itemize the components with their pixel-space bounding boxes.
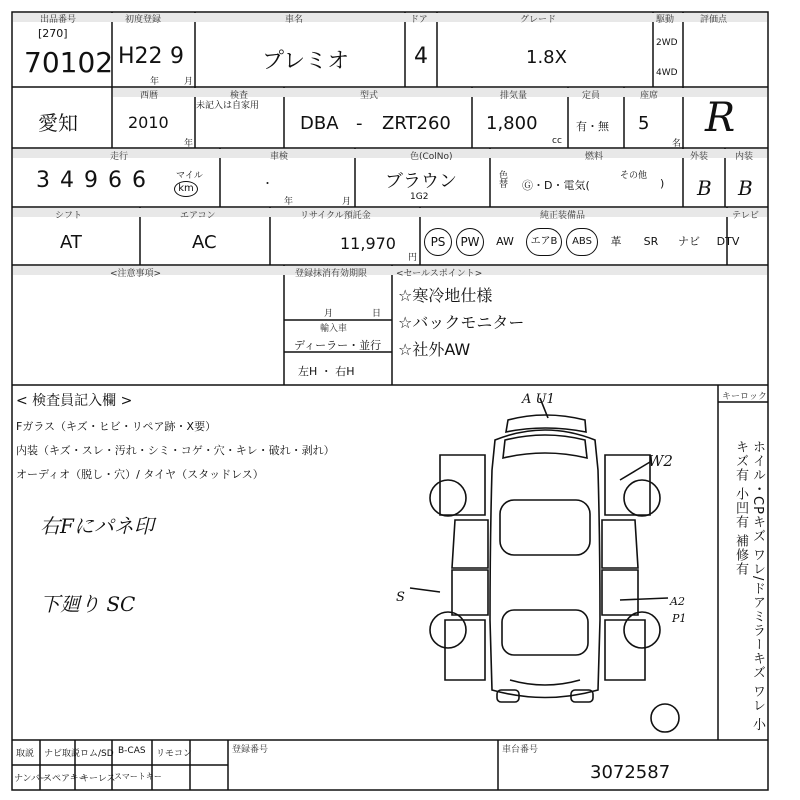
import-type: ディーラー・並行 — [294, 339, 382, 352]
type-label: 型式 — [360, 91, 379, 101]
type-prefix: DBA — [300, 113, 339, 134]
aircon-value: AC — [192, 232, 217, 253]
doors-value: 4 — [414, 44, 428, 69]
diagram-mark-s: S — [396, 590, 405, 605]
displacement-unit: cc — [552, 136, 562, 146]
drive-2wd: 2WD — [656, 38, 678, 48]
color-code: 1G2 — [410, 192, 429, 202]
chassis-number-label: 車台番号 — [502, 745, 539, 755]
shift-label: シフト — [55, 211, 83, 221]
equipment-ps: PS — [424, 228, 452, 256]
bottom-label-smart-key: スマートキー — [114, 772, 162, 781]
capacity-value: 5 — [638, 113, 650, 134]
inspection-line-audio-tire: オーディオ（脱し・穴）/ タイヤ（スタッドレス） — [16, 468, 264, 481]
year-value: 2010 — [128, 113, 169, 132]
inspection-line-interior: 内装（キズ・スレ・汚れ・シミ・コゲ・穴・キレ・破れ・剥れ） — [16, 444, 335, 457]
doors-label: ドア — [410, 15, 428, 25]
seat-label: 座席 — [640, 91, 659, 101]
diagram-mark-p1: P1 — [672, 612, 687, 625]
first-registration-label: 初度登録 — [125, 15, 162, 25]
diagram-mark-w2: W2 — [648, 452, 673, 470]
sales-point-label: <セールスポイント> — [396, 269, 483, 279]
capacity-unit: 名 — [672, 139, 682, 149]
first-reg-month: 9 — [170, 44, 184, 69]
type-code: ZRT260 — [382, 113, 451, 134]
month-unit: 月 — [184, 77, 194, 87]
drive-4wd: 4WD — [656, 68, 678, 78]
equipment-airbag: エアB — [526, 228, 562, 256]
bottom-label-manual: 取説 — [16, 749, 35, 759]
prefecture: 愛知 — [38, 111, 78, 135]
evaluation-label: 評価点 — [700, 15, 728, 25]
bottom-label-remote: リモコン — [156, 749, 193, 759]
notes-label: <注意事項> — [110, 269, 162, 279]
aircon-label: エアコン — [180, 211, 216, 221]
exterior-label: 外装 — [690, 152, 709, 162]
accessory-choice: 有・無 — [576, 120, 609, 133]
reg-expiry-label: 登録抹消有効期限 — [295, 269, 368, 279]
registration-note: 未記入は自家用 — [196, 101, 260, 111]
type-dash: - — [356, 113, 363, 134]
diagram-mark-au1: A U1 — [522, 392, 555, 407]
chassis-number: 3072587 — [590, 762, 671, 783]
shift-value: AT — [60, 232, 82, 253]
equipment-navi: ナビ — [678, 235, 700, 248]
reg-month-unit: 月 — [324, 309, 334, 319]
equipment-list — [424, 228, 746, 256]
damage-legend-vertical: ホイル・CPキズ ワレ/ドアミラーキズ ワレ 小キズ有 小凹有 補修有 — [733, 440, 765, 732]
keylock-label: キーロック — [722, 392, 767, 402]
first-reg-era: H22 — [118, 44, 163, 69]
bottom-label-keyless: キーレス — [80, 774, 116, 784]
registration-number-label: 登録番号 — [232, 745, 269, 755]
mileage-label: 走行 — [110, 152, 129, 162]
equipment-dtv: DTV — [716, 235, 740, 248]
equipment-label: 純正装備品 — [540, 211, 586, 221]
model-name-label: 車名 — [285, 15, 304, 25]
car-diagram — [410, 398, 679, 732]
grade-value: 1.8X — [526, 47, 567, 68]
import-label: 輸入車 — [320, 324, 348, 334]
handwritten-note-1: 右Fにパネ印 — [40, 514, 154, 538]
shaken-year-unit: 年 — [284, 197, 294, 207]
lot-number: 70102 — [24, 46, 114, 79]
drive-label: 駆動 — [656, 15, 675, 25]
grade-label: グレード — [520, 15, 557, 25]
sales-point-1: ☆寒冷地仕様 — [398, 286, 493, 305]
inspection-label: 検査 — [230, 91, 249, 101]
color-change-label: 色替 — [497, 170, 507, 188]
sales-point-2: ☆バックモニター — [398, 313, 525, 332]
tv-label: テレビ — [732, 211, 759, 221]
equipment-pw: PW — [456, 228, 484, 256]
interior-grade: B — [738, 176, 753, 200]
lot-number-label: 出品番号 — [40, 15, 77, 25]
year-label: 西暦 — [140, 91, 159, 101]
shaken-label: 車検 — [270, 152, 289, 162]
shaken-month-unit: 月 — [342, 197, 352, 207]
bottom-label-plate: ナンバー — [14, 774, 49, 784]
recycle-fee: 11,970 — [340, 234, 396, 253]
equipment-sr: SR — [643, 235, 659, 248]
fuel-other-label: その他 — [620, 171, 648, 181]
model-name: プレミオ — [262, 49, 350, 74]
equipment-leather: 革 — [610, 235, 622, 248]
lot-code: [270] — [38, 27, 68, 40]
capacity-label: 定員 — [582, 91, 601, 101]
mileage-value: 34966 — [36, 168, 156, 193]
fuel-options: Ⓖ・D・電気( — [522, 179, 590, 192]
handwritten-note-2: 下廻り SC — [40, 592, 136, 616]
fuel-label: 燃料 — [585, 152, 604, 162]
interior-label: 内装 — [735, 152, 754, 162]
bottom-label-navi-manual: ナビ取説 — [44, 749, 81, 759]
recycle-unit: 円 — [408, 253, 418, 263]
bottom-label-spare-key: スペアキー — [43, 774, 88, 784]
color-name: ブラウン — [385, 171, 457, 192]
exterior-grade: B — [697, 176, 712, 200]
bottom-label-bcas: B-CAS — [118, 746, 146, 756]
recycle-label: リサイクル預託金 — [300, 211, 371, 221]
bottom-label-rom-sd: ロム/SD — [80, 749, 114, 759]
displacement-value: 1,800 — [486, 113, 538, 134]
evaluation-score: R — [705, 95, 736, 141]
year-value-unit: 年 — [184, 139, 194, 149]
fuel-close: ) — [660, 177, 665, 190]
inspection-line-glass: Fガラス（キズ・ヒビ・リペア跡・X要） — [16, 420, 217, 433]
equipment-abs: ABS — [566, 228, 598, 256]
diagram-mark-a2: A2 — [670, 595, 685, 608]
inspector-section-label: < 検査員記入欄 > — [16, 393, 133, 409]
color-label: 色(ColNo) — [410, 152, 453, 162]
sales-point-3: ☆社外AW — [398, 340, 471, 359]
year-unit: 年 — [150, 77, 160, 87]
steering-side: 左H ・ 右H — [298, 365, 355, 378]
equipment-aw: AW — [496, 235, 514, 248]
reg-day-unit: 日 — [372, 309, 382, 319]
mileage-unit-top: マイル — [176, 171, 203, 181]
mileage-unit: km — [174, 181, 198, 197]
shaken-dot: ・ — [262, 177, 273, 190]
displacement-label: 排気量 — [500, 91, 528, 101]
